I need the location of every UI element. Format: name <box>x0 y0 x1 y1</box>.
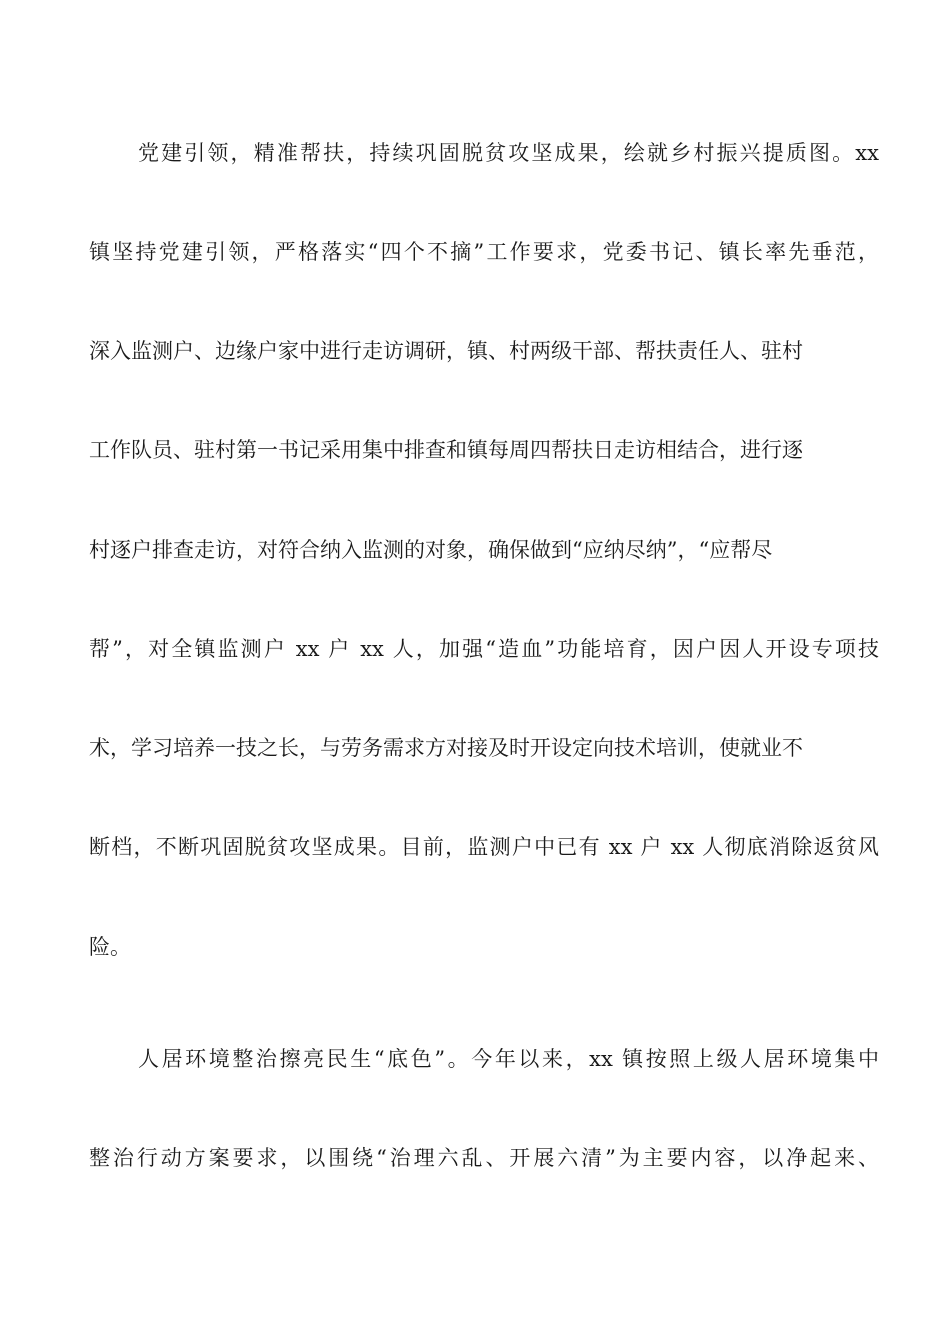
text-line: 工作队员、驻村第一书记采用集中排查和镇每周四帮扶日走访相结合，进行逐 <box>89 438 803 462</box>
text-line: 整治行动方案要求，以围绕“治理六乱、开展六清”为主要内容，以净起来、 <box>89 1146 879 1170</box>
text-line: 村逐户排查走访，对符合纳入监测的对象，确保做到“应纳尽纳”，“应帮尽 <box>89 538 773 562</box>
text-line: 深入监测户、边缘户家中进行走访调研，镇、村两级干部、帮扶责任人、驻村 <box>89 339 803 363</box>
text-line: 人居环境整治擦亮民生“底色”。今年以来，xx 镇按照上级人居环境集中 <box>138 1047 879 1071</box>
text-line: 镇坚持党建引领，严格落实“四个不摘”工作要求，党委书记、镇长率先垂范， <box>89 240 879 264</box>
text-line: 险。 <box>89 935 131 959</box>
text-line: 断档，不断巩固脱贫攻坚成果。目前，监测户中已有 xx 户 xx 人彻底消除返贫风 <box>89 835 879 859</box>
text-line: 党建引领，精准帮扶，持续巩固脱贫攻坚成果，绘就乡村振兴提质图。xx <box>138 141 879 165</box>
text-line: 术，学习培养一技之长，与劳务需求方对接及时开设定向技术培训，使就业不 <box>89 736 803 760</box>
text-line: 帮”，对全镇监测户 xx 户 xx 人，加强“造血”功能培育，因户因人开设专项技 <box>89 637 879 661</box>
